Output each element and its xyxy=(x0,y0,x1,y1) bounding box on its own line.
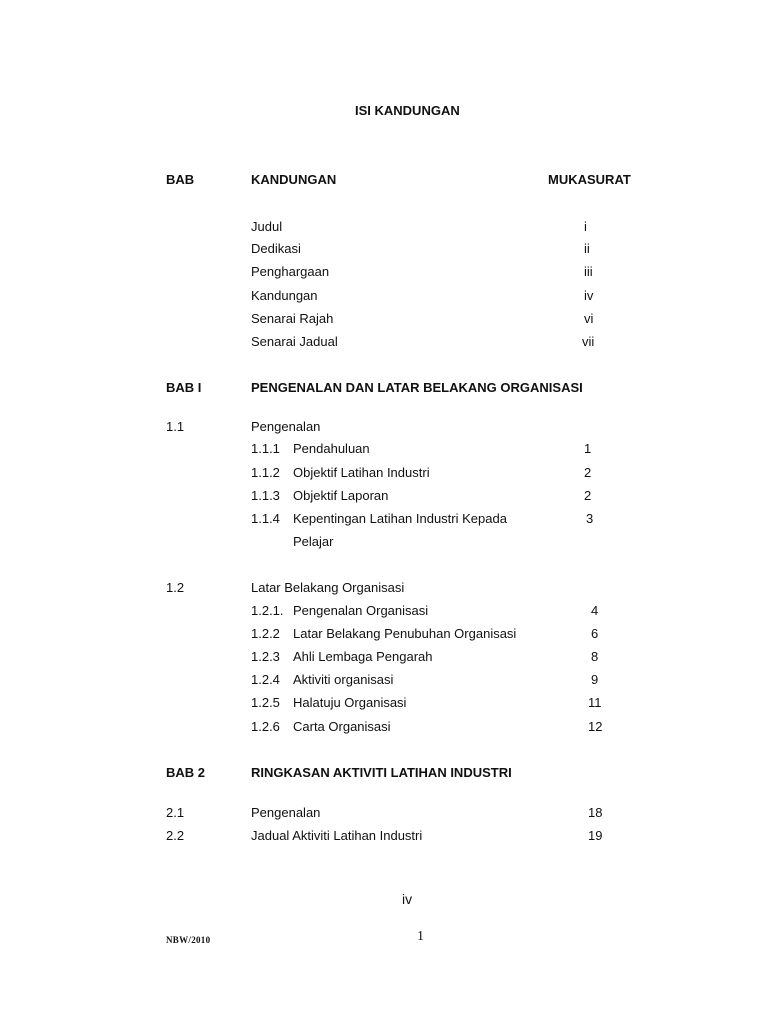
header-kandungan: KANDUNGAN xyxy=(251,172,337,187)
page-number: 1 xyxy=(417,929,424,944)
subsection-label: Halatuju Organisasi xyxy=(293,695,407,710)
subsection-page: 1 xyxy=(584,441,592,456)
section-number: 2.2 xyxy=(166,828,185,843)
subsection-label: Aktiviti organisasi xyxy=(293,672,394,687)
subsection-number: 1.2.2 xyxy=(251,626,280,641)
chapter-title: RINGKASAN AKTIVITI LATIHAN INDUSTRI xyxy=(251,765,512,780)
subsection-label: Objektif Laporan xyxy=(293,488,389,503)
toc-entry-page: i xyxy=(584,219,587,234)
toc-entry-page: iv xyxy=(584,288,594,303)
subsection-page: 12 xyxy=(588,719,603,734)
toc-entry-label: Judul xyxy=(251,219,283,234)
subsection-label: Latar Belakang Penubuhan Organisasi xyxy=(293,626,517,641)
toc-entry-label: Kandungan xyxy=(251,288,318,303)
author-code: NBW/2010 xyxy=(166,935,211,945)
subsection-number: 1.1.1 xyxy=(251,441,280,456)
toc-entry-page: vi xyxy=(584,311,594,326)
section-page: 18 xyxy=(588,805,603,820)
toc-entry-page: vii xyxy=(582,334,595,349)
toc-entry-label: Penghargaan xyxy=(251,264,330,279)
chapter-number: BAB 2 xyxy=(166,765,206,780)
subsection-label: Pengenalan Organisasi xyxy=(293,603,429,618)
section-number: 1.1 xyxy=(166,419,185,434)
subsection-label: Carta Organisasi xyxy=(293,719,391,734)
section-number: 2.1 xyxy=(166,805,185,820)
toc-entry-page: ii xyxy=(584,241,590,256)
subsection-page: 2 xyxy=(584,465,592,480)
section-title: Jadual Aktiviti Latihan Industri xyxy=(251,828,423,843)
subsection-number: 1.2.4 xyxy=(251,672,280,687)
page-title: ISI KANDUNGAN xyxy=(355,103,460,118)
section-title: Latar Belakang Organisasi xyxy=(251,580,405,595)
section-number: 1.2 xyxy=(166,580,185,595)
header-bab: BAB xyxy=(166,172,195,187)
toc-entry-label: Dedikasi xyxy=(251,241,301,256)
subsection-page: 6 xyxy=(591,626,599,641)
subsection-label: Pendahuluan xyxy=(293,441,370,456)
subsection-number: 1.2.1. xyxy=(251,603,284,618)
subsection-page: 9 xyxy=(591,672,599,687)
chapter-title: PENGENALAN DAN LATAR BELAKANG ORGANISASI xyxy=(251,380,583,395)
header-mukasurat: MUKASURAT xyxy=(548,172,631,187)
subsection-label: Objektif Latihan Industri xyxy=(293,465,430,480)
subsection-label-continued: Pelajar xyxy=(293,534,334,549)
toc-entry-label: Senarai Jadual xyxy=(251,334,338,349)
subsection-number: 1.2.3 xyxy=(251,649,280,664)
subsection-page: 11 xyxy=(588,695,602,710)
section-title: Pengenalan xyxy=(251,419,321,434)
subsection-number: 1.1.2 xyxy=(251,465,280,480)
subsection-page: 4 xyxy=(591,603,599,618)
subsection-number: 1.2.6 xyxy=(251,719,280,734)
section-page: 19 xyxy=(588,828,603,843)
toc-entry-label: Senarai Rajah xyxy=(251,311,334,326)
subsection-page: 8 xyxy=(591,649,599,664)
subsection-number: 1.2.5 xyxy=(251,695,280,710)
subsection-label: Kepentingan Latihan Industri Kepada xyxy=(293,511,507,526)
section-title: Pengenalan xyxy=(251,805,321,820)
toc-entry-page: iii xyxy=(584,264,593,279)
subsection-number: 1.1.4 xyxy=(251,511,280,526)
subsection-page: 3 xyxy=(586,511,594,526)
subsection-number: 1.1.3 xyxy=(251,488,280,503)
chapter-number: BAB I xyxy=(166,380,202,395)
roman-page-number: iv xyxy=(402,891,413,907)
subsection-page: 2 xyxy=(584,488,592,503)
subsection-label: Ahli Lembaga Pengarah xyxy=(293,649,433,664)
